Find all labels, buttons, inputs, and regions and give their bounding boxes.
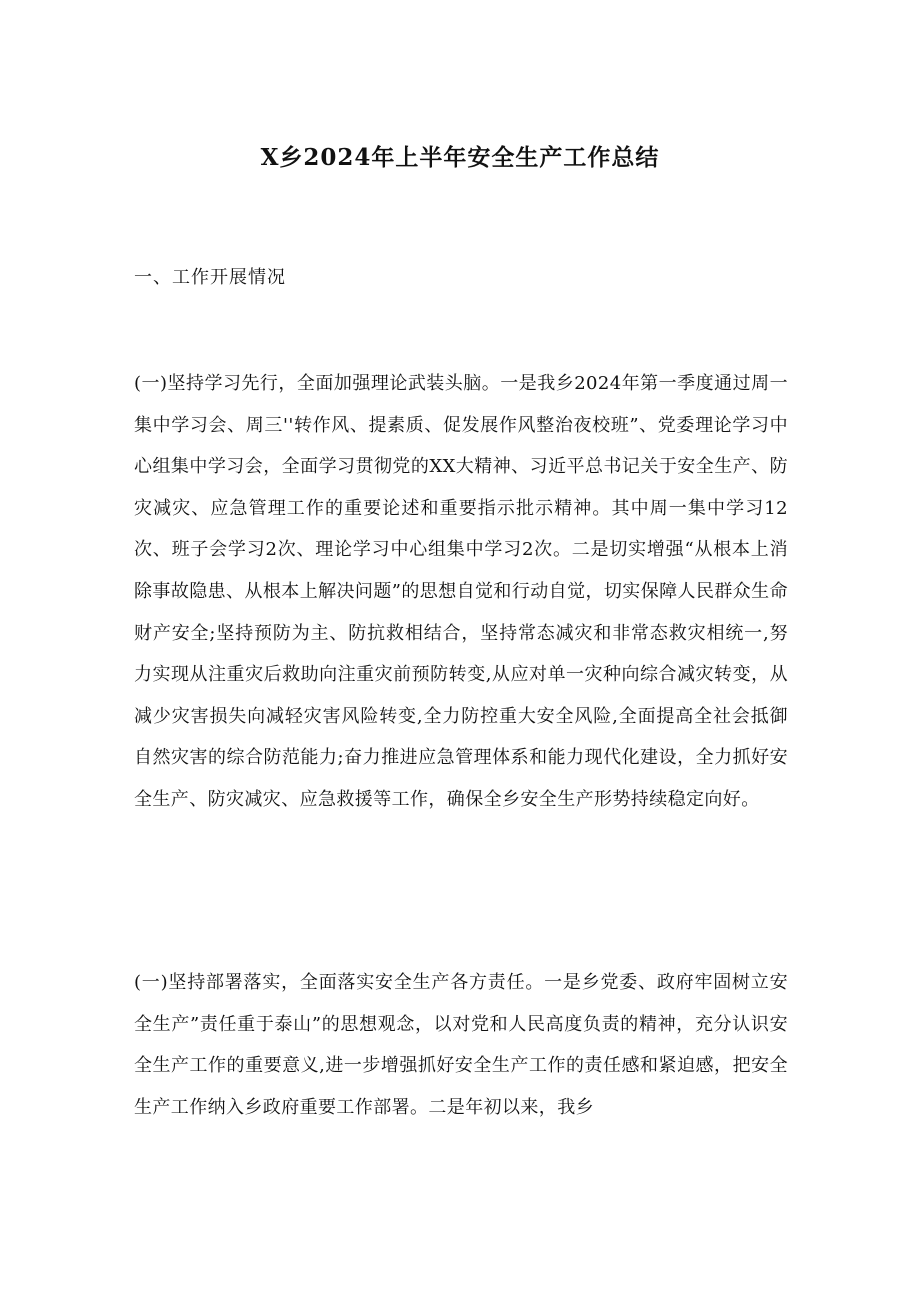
document-title: X乡2024年上半年安全生产工作总结 <box>260 144 660 171</box>
body-paragraph-2: (一)坚持部署落实，全面落实安全生产各方责任。一是乡党委、政府牢固树立安全生产”责任重于泰山”的思想观念，以对党和人民高度负责的精神，充分认识安全生产工作的重要意义,进一步增强抓好安全生产工作的责任感和紧迫感，把安全生产工作纳入乡政府重要工作部署。二是年初以来，我乡 <box>134 972 788 1118</box>
section-heading: 一、工作开展情况 <box>134 267 286 288</box>
body-paragraph-1: (一)坚持学习先行，全面加强理论武装头脑。一是我乡2024年第一季度通过周一集中学习会、周三''转作风、提素质、促发展作风整治夜校班”、党委理论学习中心组集中学习会，全面学习贯彻党的XX大精神、习近平总书记关于安全生产、防灾减灾、应急管理工作的重要论述和重要指示批示精神。其中周一集中学习12次、班子会学习2次、理论学习中心组集中学习2次。二是切实增强“从根本上消除事故隐患、从根本上解决问题”的思想自觉和行动自觉，切实保障人民群众生命财产安全;坚持预防为主、防抗救相结合，坚持常态减灾和非常态救灾相统一,努力实现从注重灾后救助向注重灾前预防转变,从应对单一灾种向综合减灾转变，从减少灾害损失向减轻灾害风险转变,全力防控重大安全风险,全面提高全社会抵御自然灾害的综合防范能力;奋力推进应急管理体系和能力现代化建设，全力抓好安全生产、防灾减灾、应急救援等工作，确保全乡安全生产形势持续稳定向好。 <box>134 373 788 810</box>
